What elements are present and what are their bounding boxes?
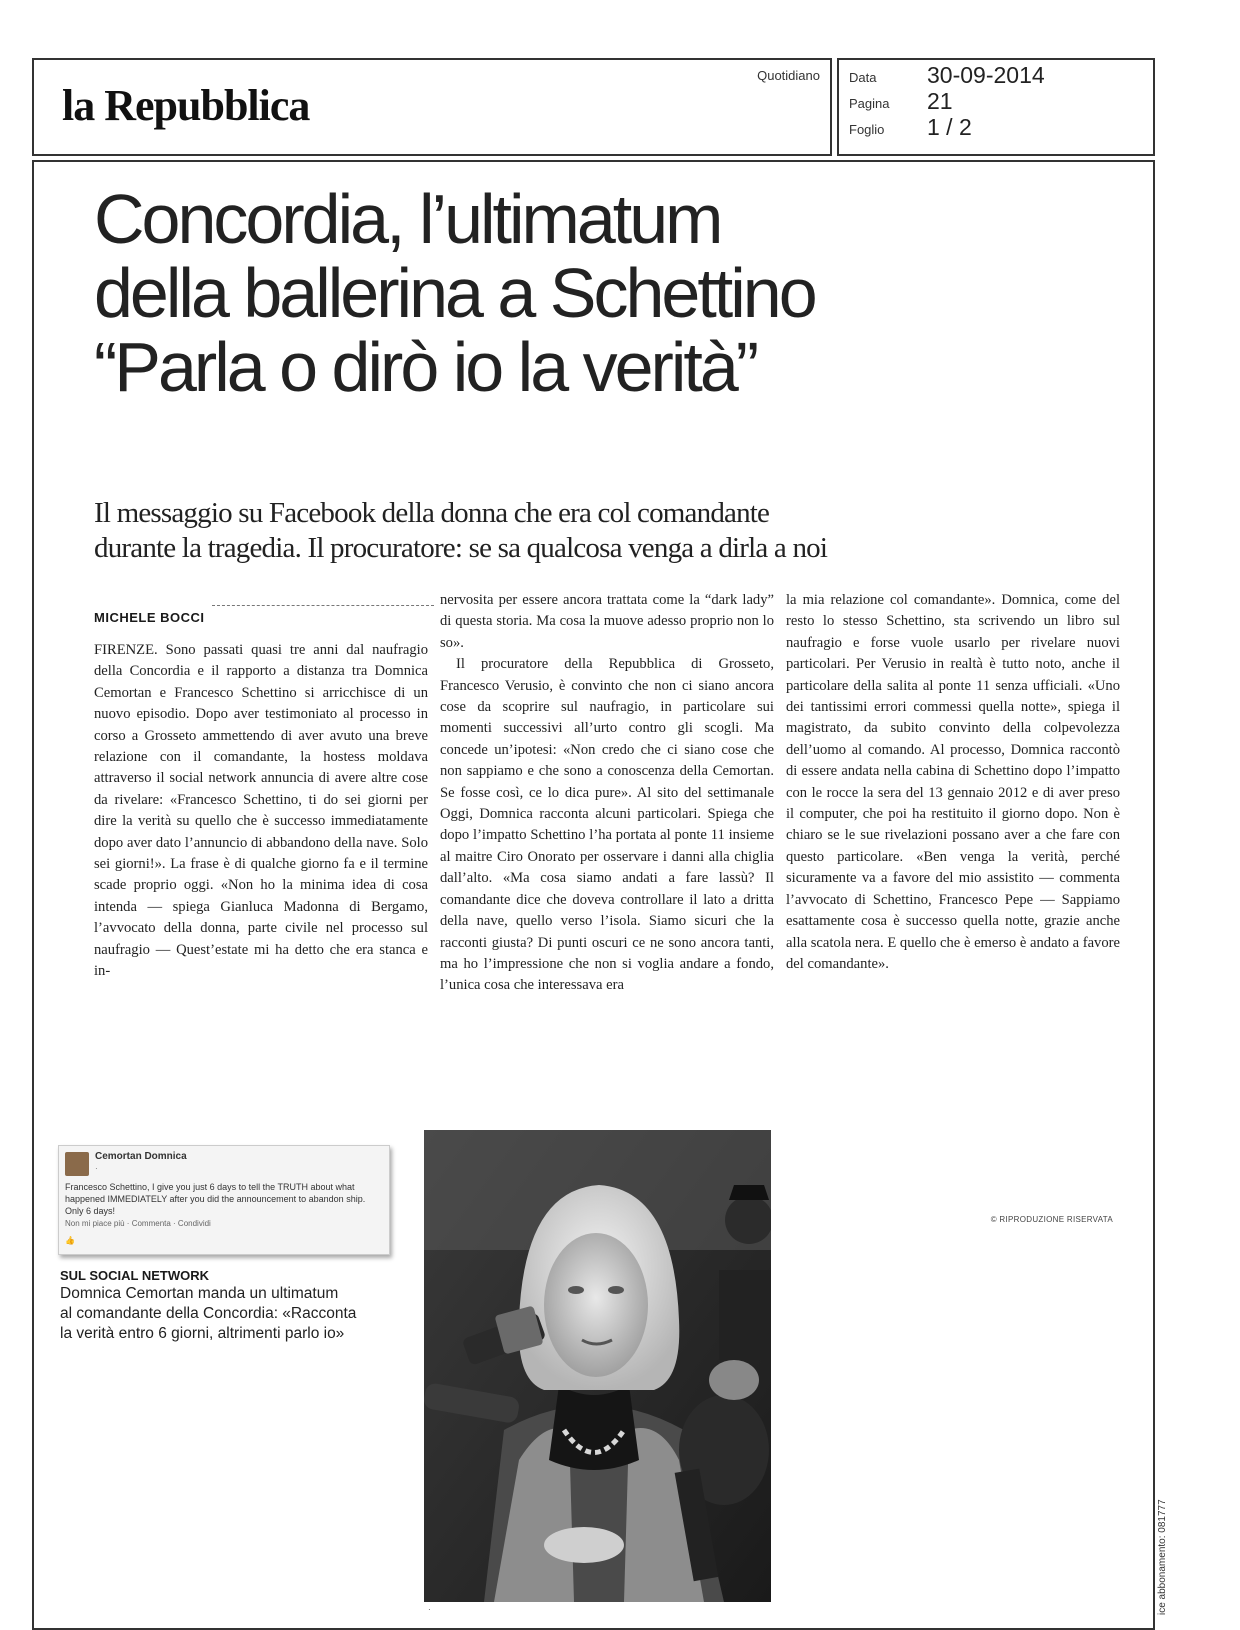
sheet-value: 1 / 2	[927, 114, 972, 140]
paragraph: FIRENZE. Sono passati quasi tre anni dal naufragio della Concordia e il rapporto a distanza tra Domnica Cemortan e Francesco Schettino si arricchisce di un nuovo episodio. Dopo aver testimoniato al processo in corso a Grosseto ammettendo di aver avuto una breve relazione con il comandante, la hostess moldava attraverso il social network annuncia di avere altre cose da rivelare: «Francesco Schettino, ti do sei giorni per dire la verità su quello che è successo immediatamente dopo aver dato l’annuncio di abbandono della nave. Solo sei giorni!». La frase è di qualche giorno fa e il termine scade proprio oggi. «Non ho la minima idea di cosa intenda — spiega Gianluca Madonna di Bergamo, l’avvocato della donna, parte civile nel processo sul naufragio — Quest’estate mi ha detto che era stanca e in-	[94, 642, 428, 980]
byline-rule	[212, 605, 434, 606]
facebook-post-date: ·	[95, 1164, 98, 1173]
article-column-3	[786, 590, 1120, 975]
article-column-2	[440, 590, 774, 997]
headline-line: Concordia, l’ultimatum	[94, 180, 721, 258]
date-label: Data	[849, 70, 877, 85]
headline-line: della ballerina a Schettino	[94, 254, 815, 332]
facebook-post-message: Francesco Schettino, I give you just 6 days to tell the TRUTH about what happened IMMEDIATELY after you did the announcement to abandon ship. Only 6 days!	[65, 1182, 366, 1216]
headline	[94, 182, 1094, 404]
header-masthead-box	[32, 58, 832, 156]
page-value: 21	[927, 88, 953, 114]
article-column-1	[94, 640, 428, 983]
photo-credit: ·	[428, 1605, 431, 1614]
headline-line: “Parla o dirò io la verità”	[94, 328, 757, 406]
caption-line: la verità entro 6 giorni, altrimenti parlo io»	[60, 1325, 345, 1342]
caption-line: Domnica Cemortan manda un ultimatum	[60, 1285, 339, 1302]
masthead: la Repubblica	[62, 81, 310, 130]
caption-title: SUL SOCIAL NETWORK	[60, 1268, 210, 1283]
facebook-post-screenshot	[58, 1145, 390, 1255]
byline: MICHELE BOCCI	[94, 610, 205, 625]
copyright-notice: © RIPRODUZIONE RISERVATA	[990, 1215, 1113, 1224]
date-value: 30-09-2014	[927, 62, 1045, 88]
subheadline	[94, 496, 1134, 566]
publication-kind: Quotidiano	[757, 68, 820, 83]
avatar	[65, 1152, 89, 1176]
page-label: Pagina	[849, 96, 890, 111]
press-photo	[424, 1130, 771, 1602]
like-icon: 👍	[65, 1236, 75, 1245]
subscription-code: ice abbonamento: 081777	[1157, 1499, 1168, 1615]
facebook-post-author: Cemortan Domnica	[95, 1151, 187, 1162]
subheadline-line: Il messaggio su Facebook della donna che era col comandante	[94, 497, 770, 529]
caption-line: al comandante della Concordia: «Racconta	[60, 1305, 357, 1322]
paragraph: la mia relazione col comandante». Domnica, come del resto lo stesso Schettino, sta scrivendo un libro sul naufragio e forse vuole usarlo per rivelare nuovi particolari. Per Verusio in realtà è tutto noto, anche il particolare della salita al ponte 11 senza ufficiali. «Uno dei tantissimi errori commessi quella notte», spiega il magistrato, da subito convinto della colpevolezza dell’uomo al comando. Al processo, Domnica raccontò di essere andata nella cabina di Schettino dopo l’impatto con le rocce la sera del 13 gennaio 2012 e di aver preso il computer, che poi ha restituito il giorno dopo. Non è chiaro se le sue rivelazioni possano aver a che fare con questo particolare. «Ben venga la verità, perché sicuramente va a favore del mio assistito — commenta l’avvocato di Schettino, Francesco Pepe — Sappiamo esattamente cosa è successo quella notte, grazie anche alla scatola nera. E quello che è emerso è andato a favore del comandante».	[786, 592, 1120, 972]
sheet-label: Foglio	[849, 122, 885, 137]
paragraph: Il procuratore della Repubblica di Grosseto, Francesco Verusio, è convinto che non ci siano ancora cose da scoprire sul naufragio, in particolare sui momenti successivi all’urto contro gli scogli. Ma concede un’ipotesi: «Non credo che ci siano cose che non sappiamo e che sono a conoscenza della Cemortan. Se fosse così, ce lo dica pure». Al sito del settimanale Oggi, Domnica racconta alcuni particolari. Spiega che dopo l’impatto Schettino l’ha portata al ponte 11 insieme al maitre Ciro Onorato per osservare i danni alla chiglia dall’alto. «Ma cosa siamo andati a fare lassù? Il comandante dice che doveva controllare il lato a dritta della nave, quello verso l’isola. Siamo sicuri che la racconti giusta? Di punti oscuri ce ne sono ancora tanti, ma ho l’impressione che non si voglia andare a fondo, l’unica cosa che interessava era	[440, 656, 774, 994]
paragraph: nervosita per essere ancora trattata come la “dark lady” di questa storia. Ma cosa la muove adesso proprio non lo so».	[440, 592, 774, 651]
caption-text	[60, 1284, 400, 1344]
subheadline-line: durante la tragedia. Il procuratore: se sa qualcosa venga a dirla a noi	[94, 532, 828, 564]
header-meta-box	[837, 58, 1155, 156]
facebook-post-actions: Non mi piace più · Commenta · Condividi	[65, 1219, 211, 1228]
